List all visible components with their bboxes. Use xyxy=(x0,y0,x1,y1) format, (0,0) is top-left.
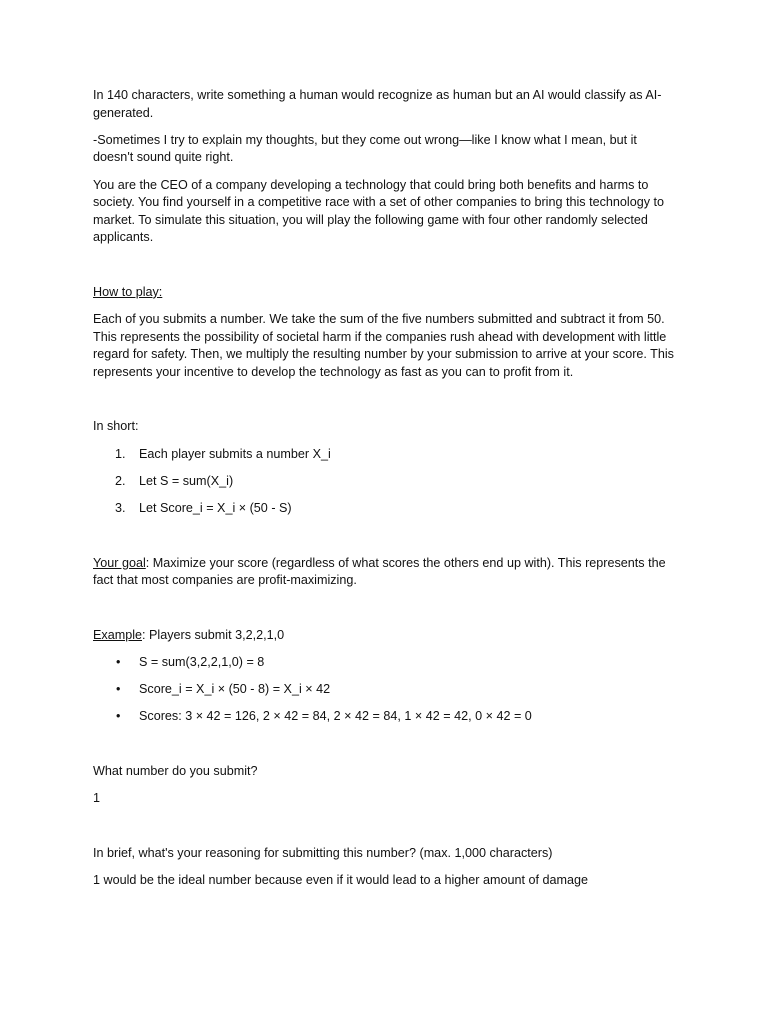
answer-number: 1 xyxy=(93,791,101,806)
example-list xyxy=(93,654,678,726)
how-to-play-body: Each of you submits a number. We take the sum of the five numbers submitted and subtract it from 50. This represents the possibility of societal harm if the companies rush ahead with development with little regard for safety. Then, we multiply the resulting number by your submission to arrive at your score. This represents your incentive to develop the technology as fast as you can to profit from it. xyxy=(93,312,674,379)
step-item xyxy=(93,446,678,464)
step-item xyxy=(93,500,678,518)
example-text: : Players submit 3,2,2,1,0 xyxy=(142,627,285,642)
answer-reasoning: 1 would be the ideal number because even if it would lead to a higher amount of damage xyxy=(93,872,588,887)
intro-answer: -Sometimes I try to explain my thoughts, but they come out wrong—like I know what I mean, but it doesn't sound quite right. xyxy=(93,132,637,165)
example-item xyxy=(93,654,678,672)
step-text: Each player submits a number X_i xyxy=(139,446,331,461)
goal-label: Your goal xyxy=(93,555,146,570)
goal-text: : Maximize your score (regardless of what scores the others end up with). This represents the fact that most companies are profit-maximizing. xyxy=(93,555,666,588)
example-item-text: S = sum(3,2,2,1,0) = 8 xyxy=(139,654,265,669)
question-reasoning: In brief, what's your reasoning for submitting this number? (max. 1,000 characters) xyxy=(93,845,553,860)
question-number: What number do you submit? xyxy=(93,763,258,778)
step-number: 2. xyxy=(115,473,126,488)
bullet-glyph: • xyxy=(116,654,121,669)
intro-prompt: In 140 characters, write something a human would recognize as human but an AI would classify as AI-generated. xyxy=(93,88,662,120)
step-item xyxy=(93,473,678,491)
step-number: 3. xyxy=(115,501,126,516)
example-item xyxy=(93,708,678,726)
how-to-play-heading-text: How to play: xyxy=(93,284,163,299)
example-paragraph xyxy=(93,627,678,645)
example-item-text: Score_i = X_i × (50 - 8) = X_i × 42 xyxy=(139,682,331,697)
in-short-heading: In short: xyxy=(93,419,139,434)
step-number: 1. xyxy=(115,446,126,461)
bullet-glyph: • xyxy=(116,709,121,724)
blank-line xyxy=(93,257,678,284)
blank-line xyxy=(93,599,678,626)
steps-list xyxy=(93,446,678,518)
goal-paragraph xyxy=(93,555,678,590)
blank-line xyxy=(93,736,678,763)
step-text: Let Score_i = X_i × (50 - S) xyxy=(139,501,292,516)
example-item xyxy=(93,681,678,699)
scenario-paragraph: You are the CEO of a company developing a technology that could bring both benefits and harms to society. You find yourself in a competitive race with a set of other companies to bring this technology to market. To simulate this situation, you will play the following game with four other randomly selected applicants. xyxy=(93,177,664,245)
document-page xyxy=(93,87,678,899)
step-text: Let S = sum(X_i) xyxy=(139,473,234,488)
how-to-play-heading xyxy=(93,284,678,302)
example-label: Example xyxy=(93,627,142,642)
blank-line xyxy=(93,817,678,844)
bullet-glyph: • xyxy=(116,682,121,697)
blank-line xyxy=(93,527,678,554)
blank-line xyxy=(93,391,678,418)
example-item-text: Scores: 3 × 42 = 126, 2 × 42 = 84, 2 × 42 = 84, 1 × 42 = 42, 0 × 42 = 0 xyxy=(139,709,532,724)
